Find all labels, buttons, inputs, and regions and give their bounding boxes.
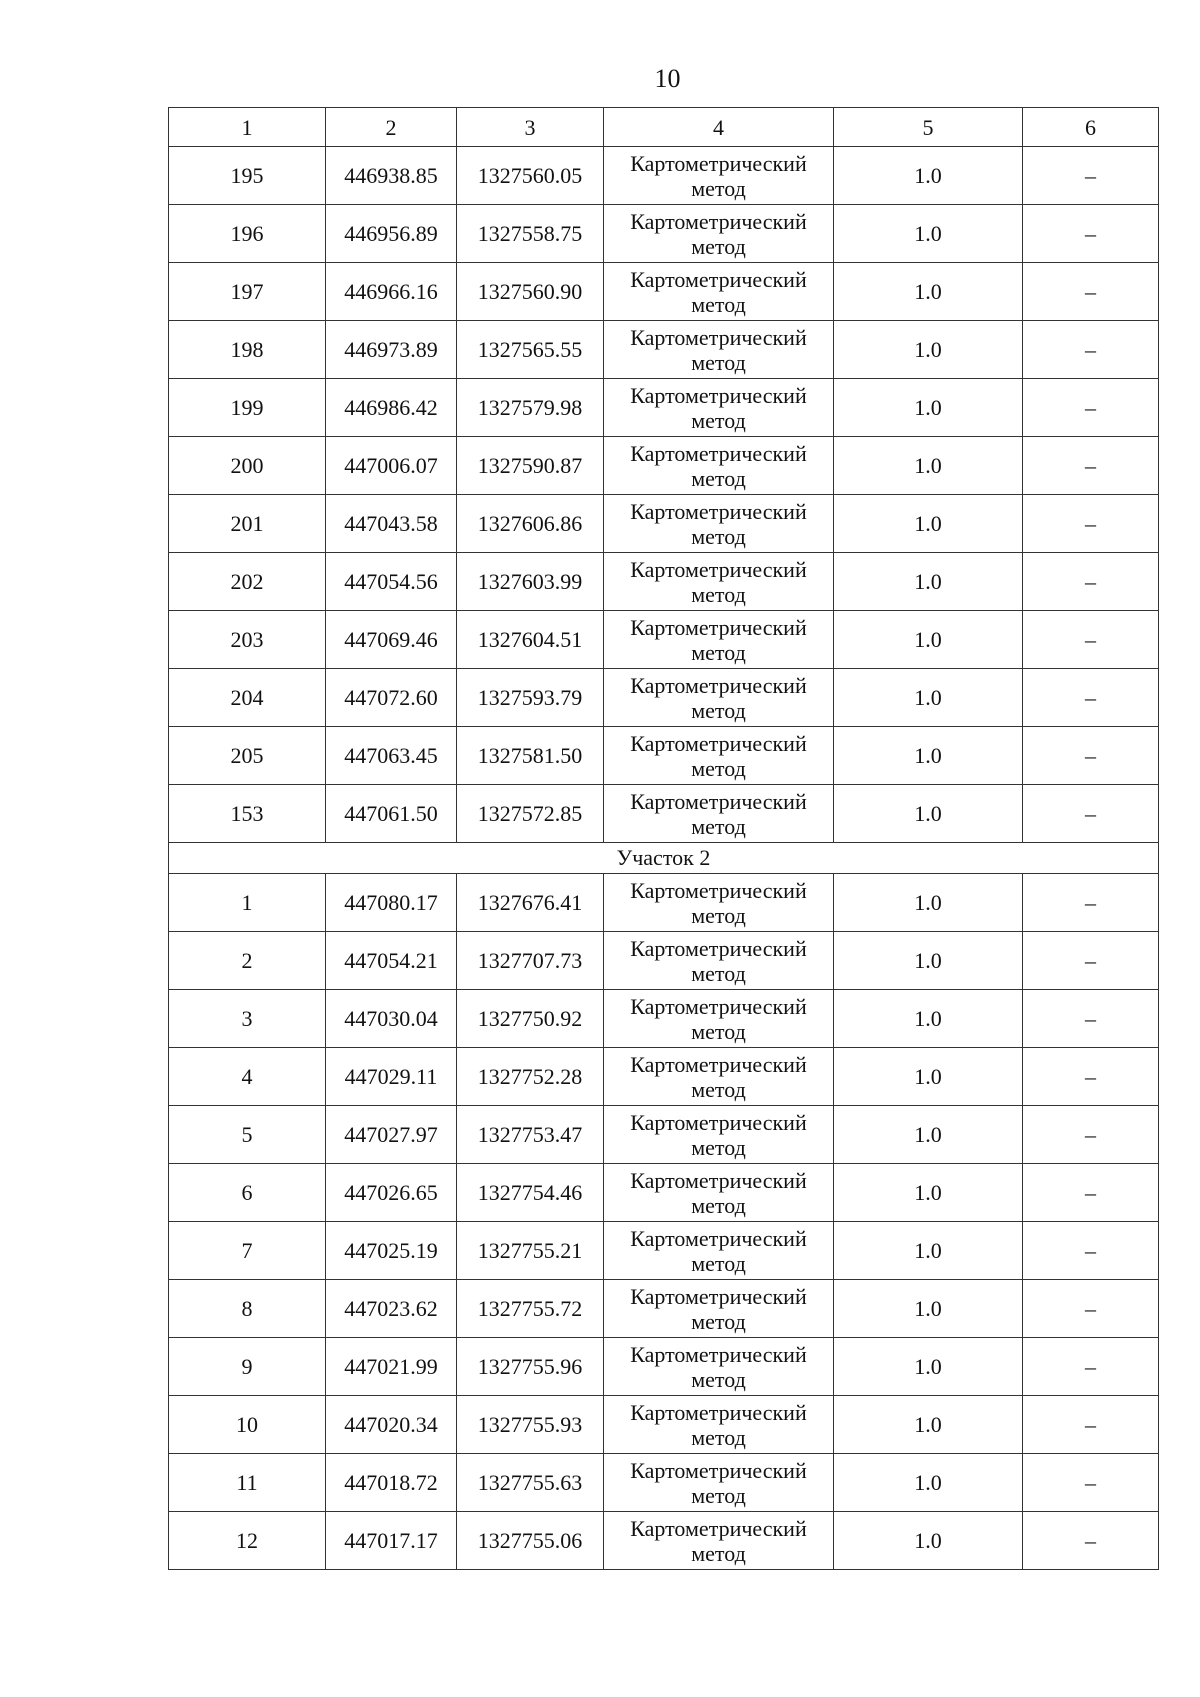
x-coordinate-cell: 447029.11: [326, 1048, 457, 1106]
note-cell: –: [1023, 611, 1159, 669]
y-coordinate-cell: 1327755.93: [457, 1396, 604, 1454]
accuracy-cell: 1.0: [834, 321, 1023, 379]
y-coordinate-cell: 1327750.92: [457, 990, 604, 1048]
method-text-line2: метод: [691, 581, 746, 607]
method-cell: [604, 1164, 834, 1222]
method-text-line1: Картометрический: [630, 324, 807, 350]
note-cell: –: [1023, 1396, 1159, 1454]
method-text-line2: метод: [691, 1482, 746, 1508]
x-coordinate-cell: 447027.97: [326, 1106, 457, 1164]
y-coordinate-cell: 1327755.06: [457, 1512, 604, 1570]
method-cell: [604, 990, 834, 1048]
point-number-cell: 5: [169, 1106, 326, 1164]
method-text-line2: метод: [691, 755, 746, 781]
method-cell: [604, 1512, 834, 1570]
table-row: [169, 437, 1159, 495]
table-row: [169, 785, 1159, 843]
method-text-line1: Картометрический: [630, 877, 807, 903]
point-number-cell: 7: [169, 1222, 326, 1280]
page-number: 10: [654, 64, 681, 93]
method-cell: [604, 1454, 834, 1512]
point-number-cell: 12: [169, 1512, 326, 1570]
table-row: [169, 379, 1159, 437]
method-text-line2: метод: [691, 960, 746, 986]
method-text-line1: Картометрический: [630, 498, 807, 524]
table-row: [169, 1048, 1159, 1106]
table-row: [169, 1280, 1159, 1338]
method-text-line2: метод: [691, 465, 746, 491]
y-coordinate-cell: 1327558.75: [457, 205, 604, 263]
point-number-cell: 195: [169, 147, 326, 205]
table-row: [169, 874, 1159, 932]
x-coordinate-cell: 446973.89: [326, 321, 457, 379]
point-number-cell: 4: [169, 1048, 326, 1106]
method-text-line2: метод: [691, 1424, 746, 1450]
x-coordinate-cell: 447017.17: [326, 1512, 457, 1570]
x-coordinate-cell: 447020.34: [326, 1396, 457, 1454]
table-row: [169, 495, 1159, 553]
y-coordinate-cell: 1327604.51: [457, 611, 604, 669]
method-text-line1: Картометрический: [630, 993, 807, 1019]
table-row: [169, 990, 1159, 1048]
x-coordinate-cell: 447026.65: [326, 1164, 457, 1222]
point-number-cell: 2: [169, 932, 326, 990]
x-coordinate-cell: 447006.07: [326, 437, 457, 495]
method-text-line2: метод: [691, 697, 746, 723]
y-coordinate-cell: 1327565.55: [457, 321, 604, 379]
note-cell: –: [1023, 1164, 1159, 1222]
method-cell: [604, 147, 834, 205]
method-cell: [604, 785, 834, 843]
method-text-line1: Картометрический: [630, 382, 807, 408]
method-cell: [604, 437, 834, 495]
x-coordinate-cell: 447018.72: [326, 1454, 457, 1512]
method-text-line1: Картометрический: [630, 1109, 807, 1135]
header-cell-2: 2: [326, 108, 457, 147]
table-row: [169, 321, 1159, 379]
note-cell: –: [1023, 495, 1159, 553]
method-text-line2: метод: [691, 175, 746, 201]
x-coordinate-cell: 446938.85: [326, 147, 457, 205]
point-number-cell: 204: [169, 669, 326, 727]
y-coordinate-cell: 1327755.21: [457, 1222, 604, 1280]
note-cell: –: [1023, 553, 1159, 611]
x-coordinate-cell: 447030.04: [326, 990, 457, 1048]
method-text-line1: Картометрический: [630, 266, 807, 292]
method-cell: [604, 1338, 834, 1396]
note-cell: –: [1023, 1222, 1159, 1280]
note-cell: –: [1023, 785, 1159, 843]
y-coordinate-cell: 1327754.46: [457, 1164, 604, 1222]
accuracy-cell: 1.0: [834, 1454, 1023, 1512]
accuracy-cell: 1.0: [834, 1106, 1023, 1164]
accuracy-cell: 1.0: [834, 263, 1023, 321]
table-row: [169, 1338, 1159, 1396]
method-cell: [604, 611, 834, 669]
method-text-line1: Картометрический: [630, 150, 807, 176]
method-text-line1: Картометрический: [630, 1283, 807, 1309]
accuracy-cell: 1.0: [834, 495, 1023, 553]
table-body: [169, 108, 1159, 1570]
note-cell: –: [1023, 874, 1159, 932]
table-row: [169, 1222, 1159, 1280]
method-text-line1: Картометрический: [630, 1167, 807, 1193]
accuracy-cell: 1.0: [834, 1222, 1023, 1280]
point-number-cell: 201: [169, 495, 326, 553]
method-cell: [604, 379, 834, 437]
note-cell: –: [1023, 321, 1159, 379]
note-cell: –: [1023, 379, 1159, 437]
note-cell: –: [1023, 1454, 1159, 1512]
table-row: [169, 205, 1159, 263]
note-cell: –: [1023, 1048, 1159, 1106]
method-cell: [604, 1106, 834, 1164]
method-text-line2: метод: [691, 1308, 746, 1334]
accuracy-cell: 1.0: [834, 1512, 1023, 1570]
point-number-cell: 8: [169, 1280, 326, 1338]
method-text-line2: метод: [691, 349, 746, 375]
y-coordinate-cell: 1327579.98: [457, 379, 604, 437]
point-number-cell: 200: [169, 437, 326, 495]
x-coordinate-cell: 447025.19: [326, 1222, 457, 1280]
x-coordinate-cell: 447061.50: [326, 785, 457, 843]
accuracy-cell: 1.0: [834, 932, 1023, 990]
point-number-cell: 11: [169, 1454, 326, 1512]
note-cell: –: [1023, 990, 1159, 1048]
x-coordinate-cell: 447054.56: [326, 553, 457, 611]
method-text-line1: Картометрический: [630, 935, 807, 961]
x-coordinate-cell: 446986.42: [326, 379, 457, 437]
header-cell-5: 5: [834, 108, 1023, 147]
method-text-line1: Картометрический: [630, 614, 807, 640]
header-row: [169, 108, 1159, 147]
table-row: [169, 669, 1159, 727]
note-cell: –: [1023, 205, 1159, 263]
point-number-cell: 6: [169, 1164, 326, 1222]
point-number-cell: 10: [169, 1396, 326, 1454]
header-cell-6: 6: [1023, 108, 1159, 147]
coordinates-table: [168, 107, 1159, 1570]
table-row: [169, 932, 1159, 990]
note-cell: –: [1023, 1106, 1159, 1164]
method-text-line2: метод: [691, 1366, 746, 1392]
accuracy-cell: 1.0: [834, 553, 1023, 611]
x-coordinate-cell: 447054.21: [326, 932, 457, 990]
accuracy-cell: 1.0: [834, 1048, 1023, 1106]
method-text-line1: Картометрический: [630, 1457, 807, 1483]
y-coordinate-cell: 1327752.28: [457, 1048, 604, 1106]
accuracy-cell: 1.0: [834, 669, 1023, 727]
method-text-line2: метод: [691, 1134, 746, 1160]
point-number-cell: 199: [169, 379, 326, 437]
method-cell: [604, 1048, 834, 1106]
table-row: [169, 147, 1159, 205]
note-cell: –: [1023, 1280, 1159, 1338]
method-text-line1: Картометрический: [630, 556, 807, 582]
y-coordinate-cell: 1327603.99: [457, 553, 604, 611]
accuracy-cell: 1.0: [834, 1280, 1023, 1338]
note-cell: –: [1023, 147, 1159, 205]
method-cell: [604, 1280, 834, 1338]
x-coordinate-cell: 446956.89: [326, 205, 457, 263]
method-text-line2: метод: [691, 639, 746, 665]
y-coordinate-cell: 1327755.96: [457, 1338, 604, 1396]
method-text-line1: Картометрический: [630, 440, 807, 466]
note-cell: –: [1023, 669, 1159, 727]
table-row: [169, 1396, 1159, 1454]
point-number-cell: 9: [169, 1338, 326, 1396]
table-row: [169, 1164, 1159, 1222]
accuracy-cell: 1.0: [834, 785, 1023, 843]
method-cell: [604, 1396, 834, 1454]
header-cell-1: 1: [169, 108, 326, 147]
header-cell-3: 3: [457, 108, 604, 147]
method-text-line2: метод: [691, 233, 746, 259]
method-text-line1: Картометрический: [630, 1399, 807, 1425]
method-text-line2: метод: [691, 1018, 746, 1044]
y-coordinate-cell: 1327606.86: [457, 495, 604, 553]
note-cell: –: [1023, 727, 1159, 785]
point-number-cell: 196: [169, 205, 326, 263]
note-cell: –: [1023, 437, 1159, 495]
table-row: [169, 1106, 1159, 1164]
point-number-cell: 1: [169, 874, 326, 932]
y-coordinate-cell: 1327676.41: [457, 874, 604, 932]
method-text-line1: Картометрический: [630, 1341, 807, 1367]
accuracy-cell: 1.0: [834, 205, 1023, 263]
method-cell: [604, 205, 834, 263]
header-cell-4: 4: [604, 108, 834, 147]
method-cell: [604, 553, 834, 611]
method-text-line1: Картометрический: [630, 730, 807, 756]
method-text-line2: метод: [691, 1076, 746, 1102]
table-row: [169, 263, 1159, 321]
x-coordinate-cell: 447063.45: [326, 727, 457, 785]
method-text-line1: Картометрический: [630, 672, 807, 698]
accuracy-cell: 1.0: [834, 990, 1023, 1048]
y-coordinate-cell: 1327590.87: [457, 437, 604, 495]
accuracy-cell: 1.0: [834, 379, 1023, 437]
method-text-line2: метод: [691, 1250, 746, 1276]
x-coordinate-cell: 447043.58: [326, 495, 457, 553]
y-coordinate-cell: 1327755.63: [457, 1454, 604, 1512]
note-cell: –: [1023, 263, 1159, 321]
point-number-cell: 3: [169, 990, 326, 1048]
table-row: [169, 553, 1159, 611]
method-cell: [604, 669, 834, 727]
accuracy-cell: 1.0: [834, 874, 1023, 932]
y-coordinate-cell: 1327755.72: [457, 1280, 604, 1338]
method-text-line2: метод: [691, 291, 746, 317]
y-coordinate-cell: 1327581.50: [457, 727, 604, 785]
method-cell: [604, 495, 834, 553]
x-coordinate-cell: 447023.62: [326, 1280, 457, 1338]
method-cell: [604, 263, 834, 321]
method-cell: [604, 932, 834, 990]
accuracy-cell: 1.0: [834, 147, 1023, 205]
note-cell: –: [1023, 1338, 1159, 1396]
accuracy-cell: 1.0: [834, 611, 1023, 669]
method-cell: [604, 1222, 834, 1280]
method-text-line2: метод: [691, 813, 746, 839]
section-header-row: [169, 843, 1159, 874]
method-text-line2: метод: [691, 407, 746, 433]
method-text-line1: Картометрический: [630, 1515, 807, 1541]
note-cell: –: [1023, 1512, 1159, 1570]
x-coordinate-cell: 446966.16: [326, 263, 457, 321]
method-text-line2: метод: [691, 1540, 746, 1566]
accuracy-cell: 1.0: [834, 1164, 1023, 1222]
accuracy-cell: 1.0: [834, 1396, 1023, 1454]
method-text-line2: метод: [691, 902, 746, 928]
method-text-line2: метод: [691, 523, 746, 549]
point-number-cell: 205: [169, 727, 326, 785]
method-cell: [604, 727, 834, 785]
y-coordinate-cell: 1327593.79: [457, 669, 604, 727]
point-number-cell: 197: [169, 263, 326, 321]
table-row: [169, 1512, 1159, 1570]
method-text-line1: Картометрический: [630, 208, 807, 234]
point-number-cell: 203: [169, 611, 326, 669]
table-row: [169, 1454, 1159, 1512]
x-coordinate-cell: 447069.46: [326, 611, 457, 669]
y-coordinate-cell: 1327560.90: [457, 263, 604, 321]
method-text-line1: Картометрический: [630, 1051, 807, 1077]
point-number-cell: 202: [169, 553, 326, 611]
method-text-line1: Картометрический: [630, 1225, 807, 1251]
y-coordinate-cell: 1327572.85: [457, 785, 604, 843]
x-coordinate-cell: 447072.60: [326, 669, 457, 727]
point-number-cell: 198: [169, 321, 326, 379]
accuracy-cell: 1.0: [834, 727, 1023, 785]
section-title: Участок 2: [169, 843, 1159, 874]
point-number-cell: 153: [169, 785, 326, 843]
note-cell: –: [1023, 932, 1159, 990]
y-coordinate-cell: 1327707.73: [457, 932, 604, 990]
x-coordinate-cell: 447080.17: [326, 874, 457, 932]
method-text-line2: метод: [691, 1192, 746, 1218]
accuracy-cell: 1.0: [834, 437, 1023, 495]
method-text-line1: Картометрический: [630, 788, 807, 814]
x-coordinate-cell: 447021.99: [326, 1338, 457, 1396]
method-cell: [604, 874, 834, 932]
y-coordinate-cell: 1327560.05: [457, 147, 604, 205]
table-row: [169, 611, 1159, 669]
table-row: [169, 727, 1159, 785]
y-coordinate-cell: 1327753.47: [457, 1106, 604, 1164]
accuracy-cell: 1.0: [834, 1338, 1023, 1396]
method-cell: [604, 321, 834, 379]
